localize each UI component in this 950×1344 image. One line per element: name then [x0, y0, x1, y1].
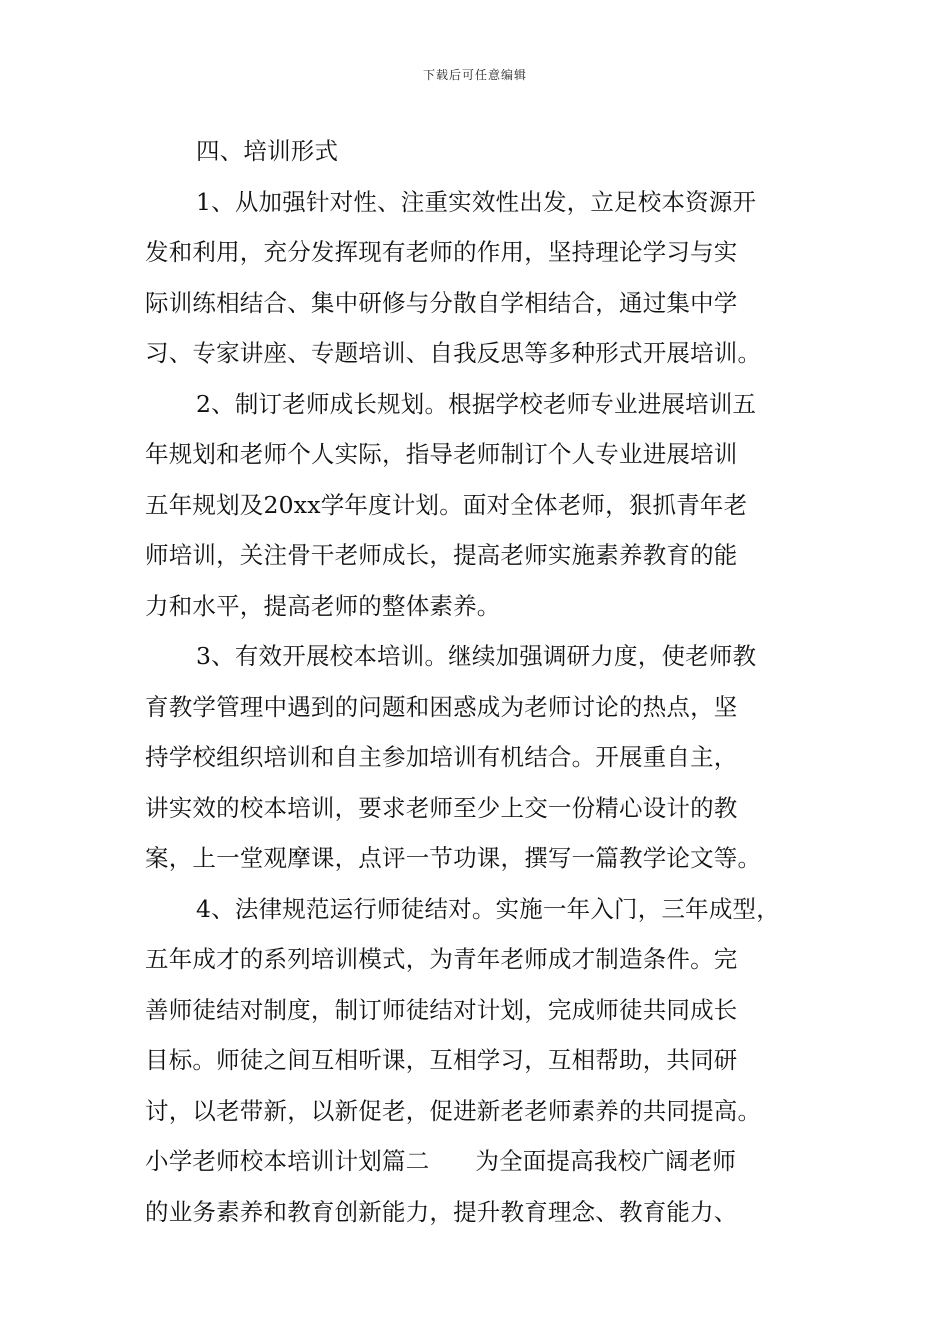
paragraph-3-line-4: 讲实效的校本培训，要求老师至少上交一份精心设计的教 — [145, 793, 738, 822]
section-title-line — [145, 1136, 810, 1187]
paragraph-4-line-4: 目标。师徒之间互相听课，互相学习，互相帮助，共同研 — [145, 1046, 738, 1074]
paragraph-4-line-3: 善师徒结对制度，制订师徒结对计划，完成师徒共同成长 — [145, 995, 738, 1024]
paragraph-4-line-1: 4、法律规范运行师徒结对。实施一年入门，三年成型， — [196, 894, 780, 923]
page-header: 下载后可任意编辑 — [422, 68, 527, 82]
paragraph-3-line-5: 案，上一堂观摩课，点评一节功课，撰写一篇教学论文等。 — [145, 844, 762, 872]
paragraph-1-line-4: 习、专家讲座、专题培训、自我反思等多种形式开展培训。 — [145, 339, 762, 367]
paragraph-3-line-3: 持学校组织培训和自主参加培训有机结合。开展重自主， — [145, 743, 738, 771]
paragraph-1-line-2: 发和利用，充分发挥现有老师的作用，坚持理论学习与实 — [145, 238, 738, 266]
paragraph-2-line-1: 2、制订老师成长规划。根据学校老师专业进展培训五 — [196, 389, 757, 418]
paragraph-1-line-3: 际训练相结合、集中研修与分散自学相结合，通过集中学 — [145, 288, 738, 317]
section-title: 小学老师校本培训计划篇二 — [145, 1147, 430, 1175]
paragraph-2-line-2: 年规划和老师个人实际，指导老师制订个人专业进展培训 — [145, 440, 738, 468]
section-heading: 四、培训形式 — [196, 137, 339, 165]
paragraph-4-line-5: 讨，以老带新，以新促老，促进新老老师素养的共同提高。 — [145, 1096, 762, 1125]
paragraph-1-line-1: 1、从加强针对性、注重实效性出发，立足校本资源开 — [196, 187, 757, 216]
document-body — [145, 126, 810, 1237]
paragraph-3-line-1: 3、有效开展校本培训。继续加强调研力度，使老师教 — [196, 642, 757, 670]
paragraph-2-line-4: 师培训，关注骨干老师成长，提高老师实施素养教育的能 — [145, 541, 738, 569]
paragraph-2-line-5: 力和水平，提高老师的整体素养。 — [145, 591, 501, 620]
section-intro-line-2: 的业务素养和教育创新能力，提升教育理念、教育能力、 — [145, 1197, 738, 1226]
section-intro: 为全面提高我校广阔老师 — [475, 1147, 737, 1175]
paragraph-2-line-3: 五年规划及20xx学年度计划。面对全体老师，狠抓青年老 — [145, 490, 748, 519]
paragraph-4-line-2: 五年成才的系列培训模式，为青年老师成才制造条件。完 — [145, 945, 738, 973]
paragraph-3-line-2: 育教学管理中遇到的问题和困惑成为老师讨论的热点，坚 — [145, 692, 738, 721]
